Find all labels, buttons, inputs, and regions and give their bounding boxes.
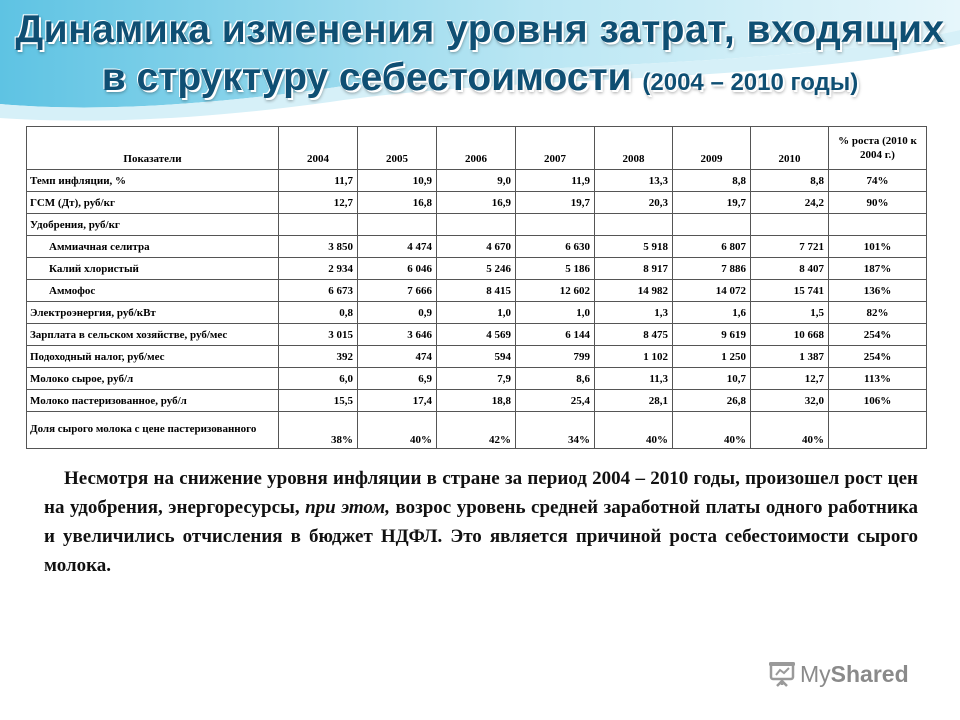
row-label: Молоко сырое, руб/л	[27, 368, 279, 390]
header-year: 2010	[751, 127, 829, 170]
cell-value: 4 569	[437, 324, 516, 346]
cell-value: 7 721	[751, 236, 829, 258]
row-label: Зарплата в сельском хозяйстве, руб/мес	[27, 324, 279, 346]
header-year: 2007	[516, 127, 595, 170]
cell-value: 8 475	[595, 324, 673, 346]
cell-value: 9 619	[673, 324, 751, 346]
cell-value: 17,4	[358, 390, 437, 412]
row-label: Доля сырого молока с цене пастеризованного	[27, 412, 279, 449]
cell-value: 14 072	[673, 280, 751, 302]
cell-value: 0,8	[279, 302, 358, 324]
cell-value: 34%	[516, 412, 595, 449]
cell-value: 16,9	[437, 192, 516, 214]
cell-value: 11,7	[279, 170, 358, 192]
conclusion-italic-text: при этом,	[305, 497, 390, 518]
cell-growth: 74%	[829, 170, 927, 192]
watermark-my: My	[800, 660, 831, 687]
cell-value	[595, 214, 673, 236]
cell-value: 5 246	[437, 258, 516, 280]
table-row	[27, 324, 927, 346]
watermark-shared: Shared	[830, 660, 909, 687]
row-label: Аммиачная селитра	[27, 236, 279, 258]
cell-value	[437, 214, 516, 236]
cell-value: 40%	[673, 412, 751, 449]
cell-value: 7 886	[673, 258, 751, 280]
cell-value: 8 415	[437, 280, 516, 302]
cell-value: 1,5	[751, 302, 829, 324]
table-row	[27, 302, 927, 324]
cell-value: 10,7	[673, 368, 751, 390]
cell-value: 25,4	[516, 390, 595, 412]
cell-value: 10,9	[358, 170, 437, 192]
table-row	[27, 368, 927, 390]
cell-value: 24,2	[751, 192, 829, 214]
cell-value: 40%	[595, 412, 673, 449]
cell-growth: 101%	[829, 236, 927, 258]
cell-value: 12,7	[751, 368, 829, 390]
table-row	[27, 214, 927, 236]
cell-growth: 136%	[829, 280, 927, 302]
cell-value: 6 630	[516, 236, 595, 258]
cell-value: 15 741	[751, 280, 829, 302]
cell-value: 11,3	[595, 368, 673, 390]
title-years: (2004 – 2010 годы)	[642, 69, 859, 96]
title-line-2	[0, 54, 960, 107]
cell-growth: 106%	[829, 390, 927, 412]
table-row-raw-milk-share	[27, 412, 927, 449]
cell-value: 40%	[751, 412, 829, 449]
cell-value: 4 474	[358, 236, 437, 258]
cell-value: 6 807	[673, 236, 751, 258]
cell-growth: 82%	[829, 302, 927, 324]
cell-value: 474	[358, 346, 437, 368]
cell-value: 1 387	[751, 346, 829, 368]
cell-value: 13,3	[595, 170, 673, 192]
cost-dynamics-table	[26, 126, 927, 449]
cell-value: 15,5	[279, 390, 358, 412]
title-line-2-text: в структуру себестоимости	[101, 56, 632, 99]
cell-growth: 254%	[829, 324, 927, 346]
cell-value: 3 850	[279, 236, 358, 258]
cell-value: 19,7	[673, 192, 751, 214]
header-growth: % роста (2010 к 2004 г.)	[829, 127, 927, 170]
cell-value: 12,7	[279, 192, 358, 214]
slide-title	[0, 6, 960, 107]
cell-value: 8 917	[595, 258, 673, 280]
cell-value: 6,9	[358, 368, 437, 390]
header-year: 2005	[358, 127, 437, 170]
row-label: Темп инфляции, %	[27, 170, 279, 192]
row-label: ГСМ (Дт), руб/кг	[27, 192, 279, 214]
cell-value: 14 982	[595, 280, 673, 302]
cell-value: 5 918	[595, 236, 673, 258]
cell-value: 7,9	[437, 368, 516, 390]
cell-value: 18,8	[437, 390, 516, 412]
cell-value	[279, 214, 358, 236]
cell-value: 10 668	[751, 324, 829, 346]
header-indicator: Показатели	[27, 127, 279, 170]
cell-value: 28,1	[595, 390, 673, 412]
cell-value: 20,3	[595, 192, 673, 214]
cell-value: 594	[437, 346, 516, 368]
cell-value: 11,9	[516, 170, 595, 192]
conclusion-paragraph	[44, 464, 918, 580]
cell-value	[673, 214, 751, 236]
cell-value: 392	[279, 346, 358, 368]
table-body	[27, 170, 927, 449]
cell-value: 2 934	[279, 258, 358, 280]
header-year: 2006	[437, 127, 516, 170]
cell-value: 38%	[279, 412, 358, 449]
row-label: Подоходный налог, руб/мес	[27, 346, 279, 368]
cell-value: 7 666	[358, 280, 437, 302]
cell-value: 5 186	[516, 258, 595, 280]
table-row	[27, 280, 927, 302]
cell-value: 9,0	[437, 170, 516, 192]
cell-value: 4 670	[437, 236, 516, 258]
cell-value: 1 102	[595, 346, 673, 368]
cell-value: 3 015	[279, 324, 358, 346]
cell-value	[358, 214, 437, 236]
cell-value: 1 250	[673, 346, 751, 368]
table-row	[27, 192, 927, 214]
cell-value: 6 046	[358, 258, 437, 280]
table-row	[27, 170, 927, 192]
cell-value: 1,6	[673, 302, 751, 324]
conclusion-text-1: Несмотря на снижение уровня инфляции в стране за период 2004 – 2010 годы, произошел рост цен на удобрения, энергоресурсы,	[44, 468, 918, 518]
cell-value: 40%	[358, 412, 437, 449]
row-label: Электроэнергия, руб/кВт	[27, 302, 279, 324]
conclusion-text-2: возрос уровень средней заработной платы одного работника и увеличились отчисления в бюджет НДФЛ. Это является причиной роста себестоимости сырого молока.	[44, 497, 918, 576]
table-row	[27, 390, 927, 412]
presentation-board-icon	[768, 660, 796, 688]
header-year: 2004	[279, 127, 358, 170]
cell-value	[751, 214, 829, 236]
table-row	[27, 258, 927, 280]
title-line-1: Динамика изменения уровня затрат, входящих	[15, 8, 945, 51]
cell-value	[516, 214, 595, 236]
header-year: 2008	[595, 127, 673, 170]
cell-value: 8,8	[673, 170, 751, 192]
row-label: Молоко пастеризованное, руб/л	[27, 390, 279, 412]
cell-value: 19,7	[516, 192, 595, 214]
table-row	[27, 236, 927, 258]
cell-value: 1,0	[516, 302, 595, 324]
cell-growth: 90%	[829, 192, 927, 214]
table-row	[27, 346, 927, 368]
cell-growth: 113%	[829, 368, 927, 390]
row-label: Аммофос	[27, 280, 279, 302]
cell-value: 6 673	[279, 280, 358, 302]
cell-growth	[829, 412, 927, 449]
cell-value: 0,9	[358, 302, 437, 324]
cell-value: 8,8	[751, 170, 829, 192]
cell-value: 3 646	[358, 324, 437, 346]
cell-value: 8,6	[516, 368, 595, 390]
cell-value: 1,0	[437, 302, 516, 324]
cell-growth	[829, 214, 927, 236]
row-label: Калий хлористый	[27, 258, 279, 280]
cell-value: 6 144	[516, 324, 595, 346]
cell-value: 16,8	[358, 192, 437, 214]
cell-value: 6,0	[279, 368, 358, 390]
table-header-row	[27, 127, 927, 170]
myshared-watermark	[768, 657, 909, 691]
cell-value: 42%	[437, 412, 516, 449]
cell-value: 12 602	[516, 280, 595, 302]
cell-value: 799	[516, 346, 595, 368]
header-year: 2009	[673, 127, 751, 170]
cell-value: 1,3	[595, 302, 673, 324]
cell-growth: 187%	[829, 258, 927, 280]
cell-value: 32,0	[751, 390, 829, 412]
row-label: Удобрения, руб/кг	[27, 214, 279, 236]
cell-value: 8 407	[751, 258, 829, 280]
cell-growth: 254%	[829, 346, 927, 368]
cell-value: 26,8	[673, 390, 751, 412]
